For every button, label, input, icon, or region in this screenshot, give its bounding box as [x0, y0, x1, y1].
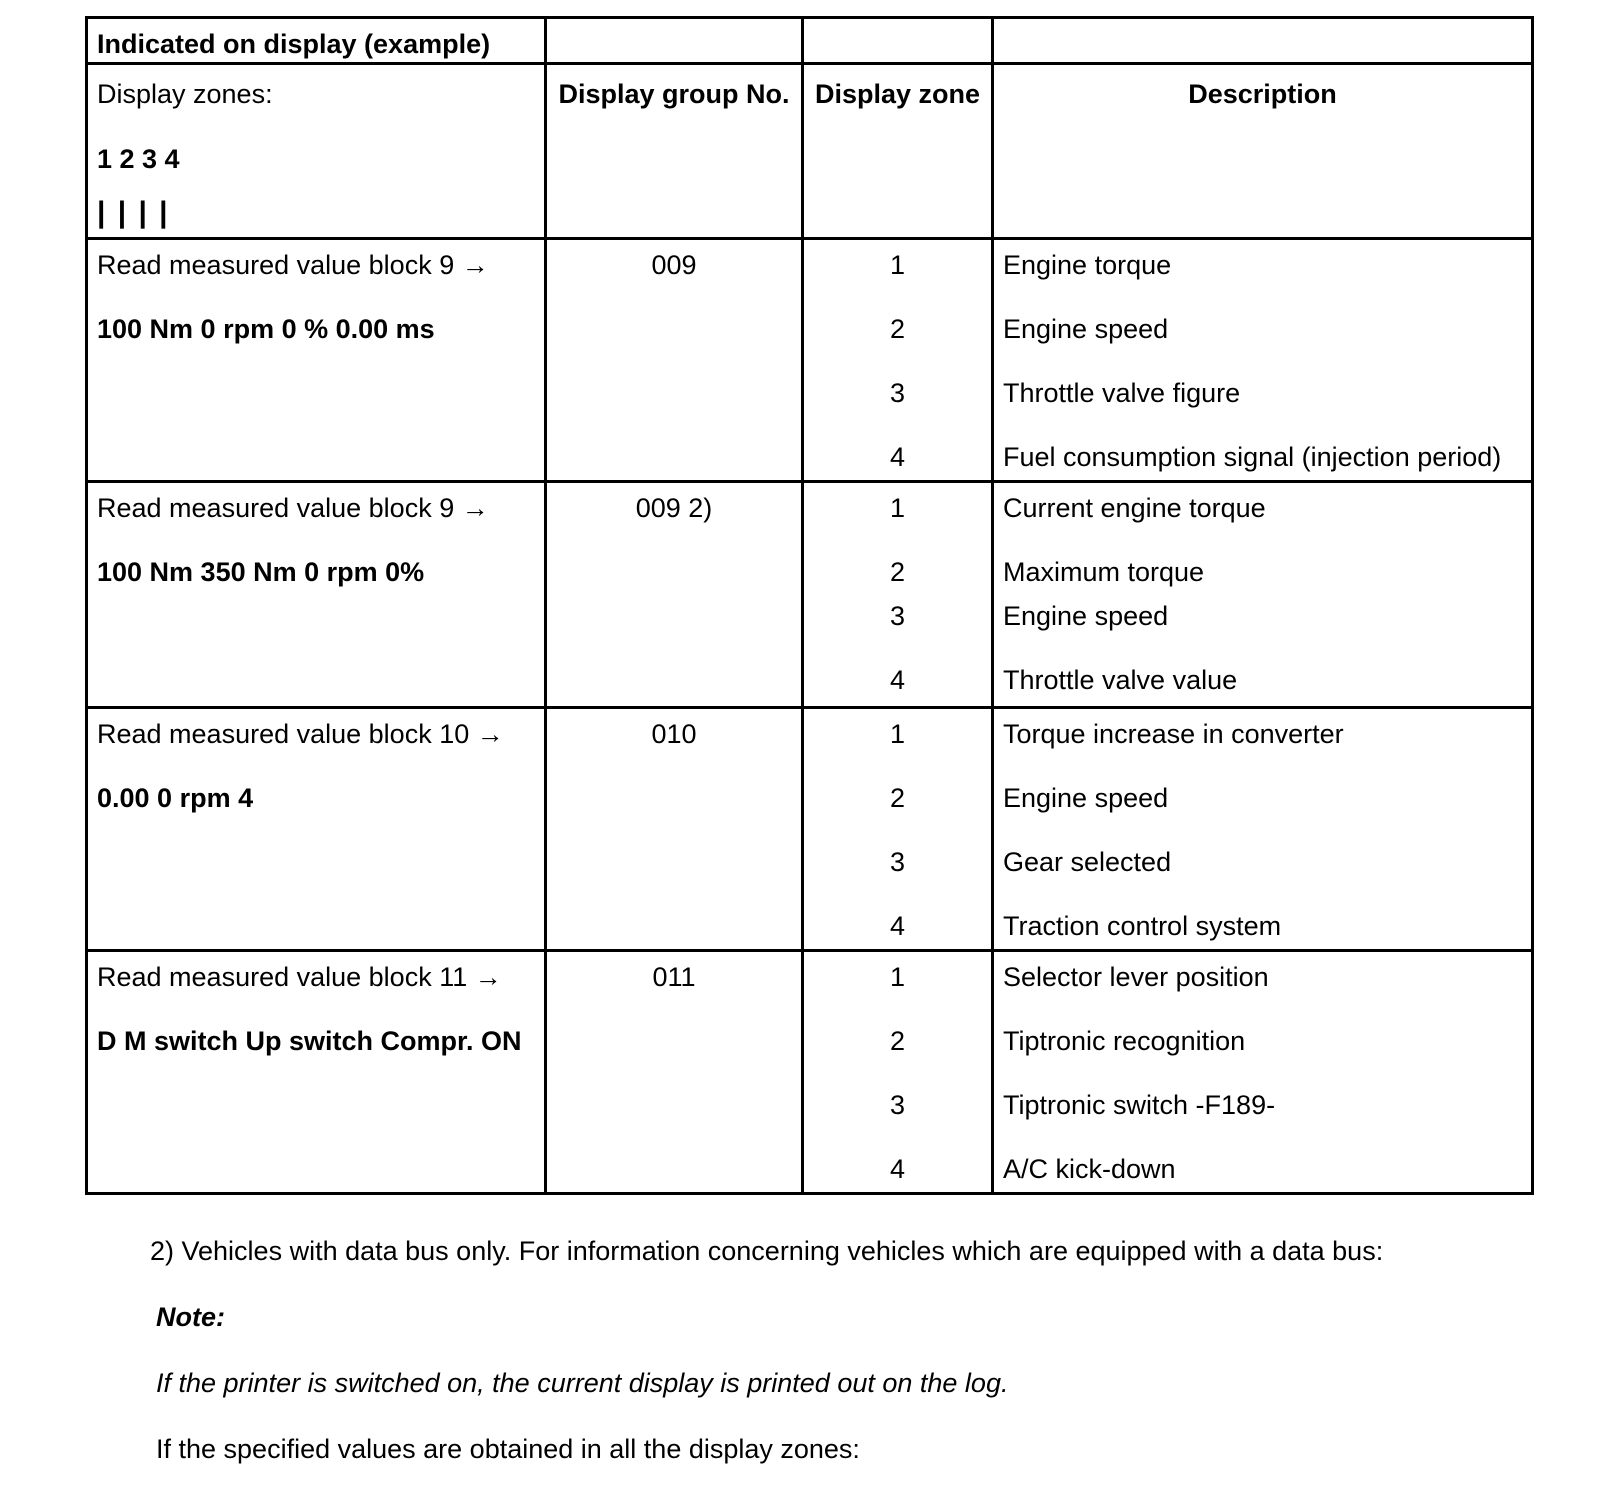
block-label: Read measured value block 9 →: [97, 493, 489, 523]
block-cell: [87, 951, 546, 1194]
block-label: Read measured value block 9 →: [97, 250, 489, 280]
description-text: Engine speed: [1003, 601, 1169, 631]
zone-cell: [803, 951, 993, 1194]
block-value: D M switch Up switch Compr. ON: [97, 1026, 522, 1056]
block-value: 100 Nm 0 rpm 0 % 0.00 ms: [97, 314, 435, 344]
table-row: [87, 951, 1533, 1194]
zone-cell: [803, 239, 993, 482]
block-cell: [87, 482, 546, 708]
table-title: Indicated on display (example): [87, 18, 546, 64]
note-heading: Note:: [156, 1302, 225, 1332]
zone-number: 1: [889, 962, 906, 992]
empty-cell: [993, 18, 1533, 64]
description-cell: [993, 708, 1533, 951]
zone-number: 3: [889, 1090, 906, 1120]
description-text: Fuel consumption signal (injection period): [1003, 442, 1502, 472]
description-cell: [993, 239, 1533, 482]
footnote: 2) Vehicles with data bus only. For information concerning vehicles which are equipped with a data bus:: [150, 1236, 1384, 1266]
description-text: Throttle valve value: [1003, 665, 1238, 695]
description-cell: [993, 482, 1533, 708]
display-zones-numbers: 1 2 3 4: [97, 144, 180, 174]
zone-number: 2: [889, 1026, 906, 1056]
group-number: 009 2): [546, 482, 803, 708]
description-text: Engine torque: [1003, 250, 1172, 280]
column-header-zone: Display zone: [803, 64, 993, 239]
zone-number: 2: [889, 314, 906, 344]
description-text: Current engine torque: [1003, 493, 1266, 523]
measured-value-table: [85, 16, 1534, 1195]
table-row: [87, 482, 1533, 708]
table-title-row: [87, 18, 1533, 64]
zone-cell: [803, 482, 993, 708]
description-text: Tiptronic switch -F189-: [1003, 1090, 1276, 1120]
zone-number: 3: [889, 847, 906, 877]
block-value: 0.00 0 rpm 4: [97, 783, 254, 813]
description-text: Engine speed: [1003, 314, 1169, 344]
zone-number: 2: [889, 557, 906, 587]
zone-number: 1: [889, 250, 906, 280]
block-label: Read measured value block 11 →: [97, 962, 502, 992]
description-text: A/C kick-down: [1003, 1154, 1176, 1184]
display-zones-bars: | | | |: [97, 196, 170, 229]
notes-section: [150, 1236, 1550, 1500]
zone-number: 2: [889, 783, 906, 813]
note-text: If the printer is switched on, the current display is printed out on the log.: [156, 1368, 1009, 1398]
table-header-row: [87, 64, 1533, 239]
zone-number: 4: [889, 911, 906, 941]
group-number: 011: [546, 951, 803, 1194]
description-cell: [993, 951, 1533, 1194]
group-number: 010: [546, 708, 803, 951]
zone-number: 4: [889, 665, 906, 695]
description-text: Torque increase in converter: [1003, 719, 1344, 749]
zone-number: 1: [889, 493, 906, 523]
display-zones-header: [87, 64, 546, 239]
final-instruction: If the specified values are obtained in all the display zones:: [156, 1434, 860, 1464]
zone-number: 4: [889, 442, 906, 472]
empty-cell: [803, 18, 993, 64]
display-zones-label: Display zones:: [97, 79, 273, 109]
zone-number: 3: [889, 378, 906, 408]
block-label: Read measured value block 10 →: [97, 719, 504, 749]
zone-number: 3: [889, 601, 906, 631]
description-text: Maximum torque: [1003, 557, 1205, 587]
description-text: Traction control system: [1003, 911, 1282, 941]
block-cell: [87, 708, 546, 951]
block-cell: [87, 239, 546, 482]
zone-number: 1: [889, 719, 906, 749]
column-header-group: Display group No.: [546, 64, 803, 239]
zone-cell: [803, 708, 993, 951]
description-text: Selector lever position: [1003, 962, 1269, 992]
description-text: Tiptronic recognition: [1003, 1026, 1246, 1056]
zone-number: 4: [889, 1154, 906, 1184]
block-value: 100 Nm 350 Nm 0 rpm 0%: [97, 557, 425, 587]
description-text: Engine speed: [1003, 783, 1169, 813]
group-number: 009: [546, 239, 803, 482]
description-text: Throttle valve figure: [1003, 378, 1241, 408]
table-row: [87, 708, 1533, 951]
table-row: [87, 239, 1533, 482]
description-text: Gear selected: [1003, 847, 1172, 877]
column-header-description: Description: [993, 64, 1533, 239]
empty-cell: [546, 18, 803, 64]
